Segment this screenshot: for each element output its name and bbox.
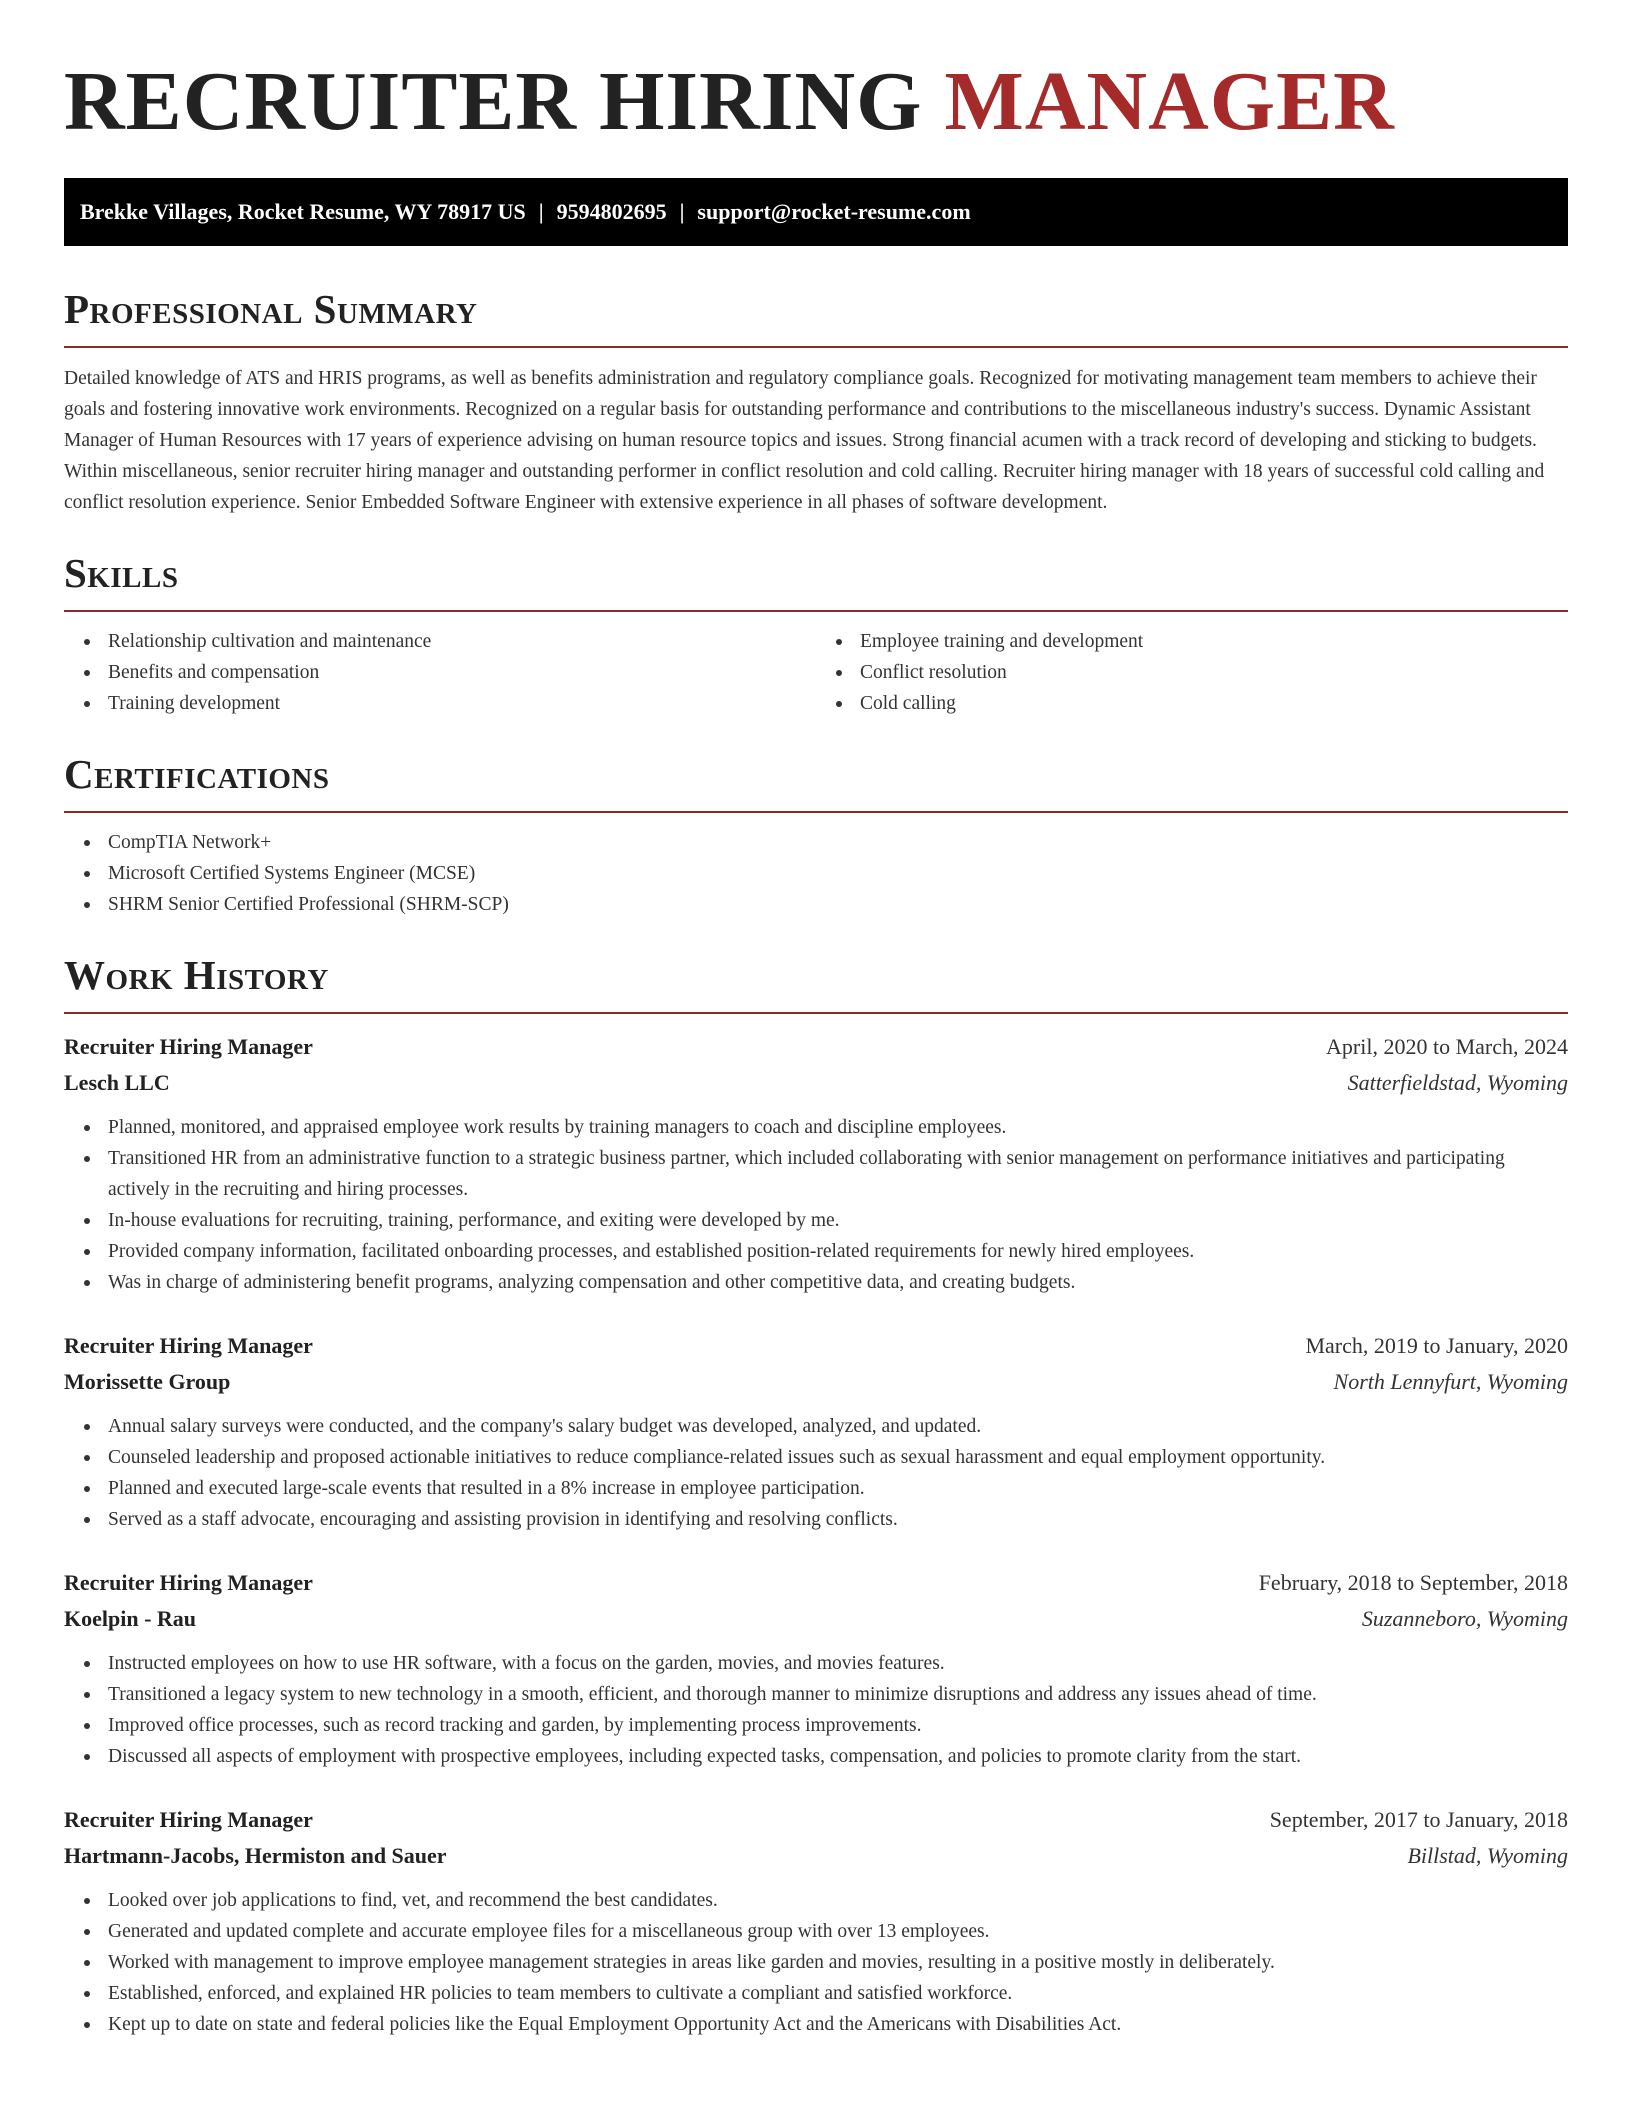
- job-company-row: [64, 1364, 1568, 1400]
- job-header-row: [64, 1328, 1568, 1364]
- contact-separator: |: [679, 199, 685, 224]
- job-bullet: Transitioned a legacy system to new technology in a smooth, efficient, and thorough manner to minimize disruptions and address any issues ahead of time.: [64, 1679, 1568, 1710]
- job-dates: February, 2018 to September, 2018: [1258, 1570, 1568, 1595]
- job-bullet: Instructed employees on how to use HR software, with a focus on the garden, movies, and movies features.: [64, 1648, 1568, 1679]
- job-entry: [64, 1565, 1568, 1772]
- job-bullet: Established, enforced, and explained HR policies to team members to cultivate a compliant and satisfied workforce.: [64, 1978, 1568, 2009]
- certification-item: SHRM Senior Certified Professional (SHRM-SCP): [64, 889, 1568, 920]
- certification-item: CompTIA Network+: [64, 827, 1568, 858]
- job-bullet: Served as a staff advocate, encouraging and assisting provision in identifying and resolving conflicts.: [64, 1504, 1568, 1535]
- job-location: Satterfieldstad, Wyoming: [1347, 1070, 1568, 1095]
- skill-item: Conflict resolution: [816, 657, 1568, 688]
- candidate-name: [64, 52, 1568, 152]
- job-bullets: [64, 1648, 1568, 1772]
- job-bullet: Looked over job applications to find, vet, and recommend the best candidates.: [64, 1885, 1568, 1916]
- job-bullet: In-house evaluations for recruiting, training, performance, and exiting were developed by me.: [64, 1205, 1568, 1236]
- work-history-section: [64, 950, 1568, 2040]
- section-title-summary: Professional Summary: [64, 286, 478, 332]
- job-company: Koelpin - Rau: [64, 1606, 197, 1631]
- job-dates: March, 2019 to January, 2020: [1305, 1333, 1568, 1358]
- contact-email: support@rocket-resume.com: [697, 199, 971, 224]
- job-company: Lesch LLC: [64, 1070, 170, 1095]
- job-bullet: Transitioned HR from an administrative function to a strategic business partner, which included collaborating with senior management on performance initiatives and participating actively in the recruiting and hiring processes.: [64, 1143, 1568, 1205]
- job-bullet: Was in charge of administering benefit programs, analyzing compensation and other competitive data, and creating budgets.: [64, 1267, 1568, 1298]
- name-accent: MANAGER: [944, 55, 1395, 148]
- job-location: North Lennyfurt, Wyoming: [1333, 1369, 1568, 1394]
- job-company: Hartmann-Jacobs, Hermiston and Sauer: [64, 1843, 447, 1868]
- certifications-section: [64, 749, 1568, 920]
- job-header-row: [64, 1029, 1568, 1065]
- job-bullet: Improved office processes, such as record tracking and garden, by implementing process improvements.: [64, 1710, 1568, 1741]
- skills-list-left: [64, 626, 816, 719]
- contact-bar: [64, 178, 1568, 246]
- job-company-row: [64, 1601, 1568, 1637]
- section-title-certifications: Certifications: [64, 751, 330, 797]
- skill-item: Relationship cultivation and maintenance: [64, 626, 816, 657]
- section-divider: [64, 610, 1568, 612]
- job-bullets: [64, 1885, 1568, 2040]
- section-divider: [64, 1012, 1568, 1014]
- job-bullet: Planned and executed large-scale events that resulted in a 8% increase in employee participation.: [64, 1473, 1568, 1504]
- certification-item: Microsoft Certified Systems Engineer (MCSE): [64, 858, 1568, 889]
- section-divider: [64, 346, 1568, 348]
- job-company-row: [64, 1838, 1568, 1874]
- skill-item: Training development: [64, 688, 816, 719]
- job-dates: September, 2017 to January, 2018: [1269, 1807, 1568, 1832]
- summary-text: Detailed knowledge of ATS and HRIS programs, as well as benefits administration and regulatory compliance goals. Recognized for motivating management team members to achieve their goals and fostering innovative work environments. Recognized on a regular basis for outstanding performance and contributions to the miscellaneous industry's success. Dynamic Assistant Manager of Human Resources with 17 years of experience advising on human resource topics and issues. Strong financial acumen with a track record of developing and sticking to budgets. Within miscellaneous, senior recruiter hiring manager and outstanding performer in conflict resolution and cold calling. Recruiter hiring manager with 18 years of successful cold calling and conflict resolution experience. Senior Embedded Software Engineer with extensive experience in all phases of software development.: [64, 368, 1545, 513]
- job-entry: [64, 1328, 1568, 1535]
- job-bullet: Planned, monitored, and appraised employee work results by training managers to coach and discipline employees.: [64, 1112, 1568, 1143]
- job-bullets: [64, 1112, 1568, 1298]
- job-title: Recruiter Hiring Manager: [64, 1034, 313, 1059]
- contact-phone: 9594802695: [556, 199, 667, 224]
- job-header-row: [64, 1802, 1568, 1838]
- job-bullet: Kept up to date on state and federal policies like the Equal Employment Opportunity Act and the Americans with Disabilities Act.: [64, 2009, 1568, 2040]
- job-bullet: Discussed all aspects of employment with prospective employees, including expected tasks, compensation, and policies to promote clarity from the start.: [64, 1741, 1568, 1772]
- job-title: Recruiter Hiring Manager: [64, 1570, 313, 1595]
- job-title: Recruiter Hiring Manager: [64, 1333, 313, 1358]
- job-entry: [64, 1029, 1568, 1298]
- job-dates: April, 2020 to March, 2024: [1326, 1034, 1568, 1059]
- job-title: Recruiter Hiring Manager: [64, 1807, 313, 1832]
- skills-section: [64, 548, 1568, 719]
- job-bullet: Worked with management to improve employee management strategies in areas like garden and movies, resulting in a positive mostly in deliberately.: [64, 1947, 1568, 1978]
- section-divider: [64, 811, 1568, 813]
- skill-item: Benefits and compensation: [64, 657, 816, 688]
- certifications-list: [64, 827, 1568, 920]
- section-title-skills: Skills: [64, 550, 179, 596]
- job-bullet: Provided company information, facilitated onboarding processes, and established position-related requirements for newly hired employees.: [64, 1236, 1568, 1267]
- section-title-work-history: Work History: [64, 952, 329, 998]
- job-bullet: Counseled leadership and proposed actionable initiatives to reduce compliance-related issues such as sexual harassment and equal employment opportunity.: [64, 1442, 1568, 1473]
- job-bullet: Generated and updated complete and accurate employee files for a miscellaneous group with over 13 employees.: [64, 1916, 1568, 1947]
- skills-grid: [64, 626, 1568, 719]
- job-bullet: Annual salary surveys were conducted, and the company's salary budget was developed, analyzed, and updated.: [64, 1411, 1568, 1442]
- job-bullets: [64, 1411, 1568, 1535]
- job-company-row: [64, 1065, 1568, 1101]
- skills-list-right: [816, 626, 1568, 719]
- contact-separator: |: [538, 199, 544, 224]
- skill-item: Cold calling: [816, 688, 1568, 719]
- job-entry: [64, 1802, 1568, 2040]
- contact-address: Brekke Villages, Rocket Resume, WY 78917 US: [80, 199, 526, 224]
- job-location: Suzanneboro, Wyoming: [1361, 1606, 1568, 1631]
- job-company: Morissette Group: [64, 1369, 231, 1394]
- skill-item: Employee training and development: [816, 626, 1568, 657]
- job-location: Billstad, Wyoming: [1407, 1843, 1568, 1868]
- summary-section: [64, 284, 1568, 518]
- name-first: RECRUITER HIRING: [64, 55, 923, 148]
- job-header-row: [64, 1565, 1568, 1601]
